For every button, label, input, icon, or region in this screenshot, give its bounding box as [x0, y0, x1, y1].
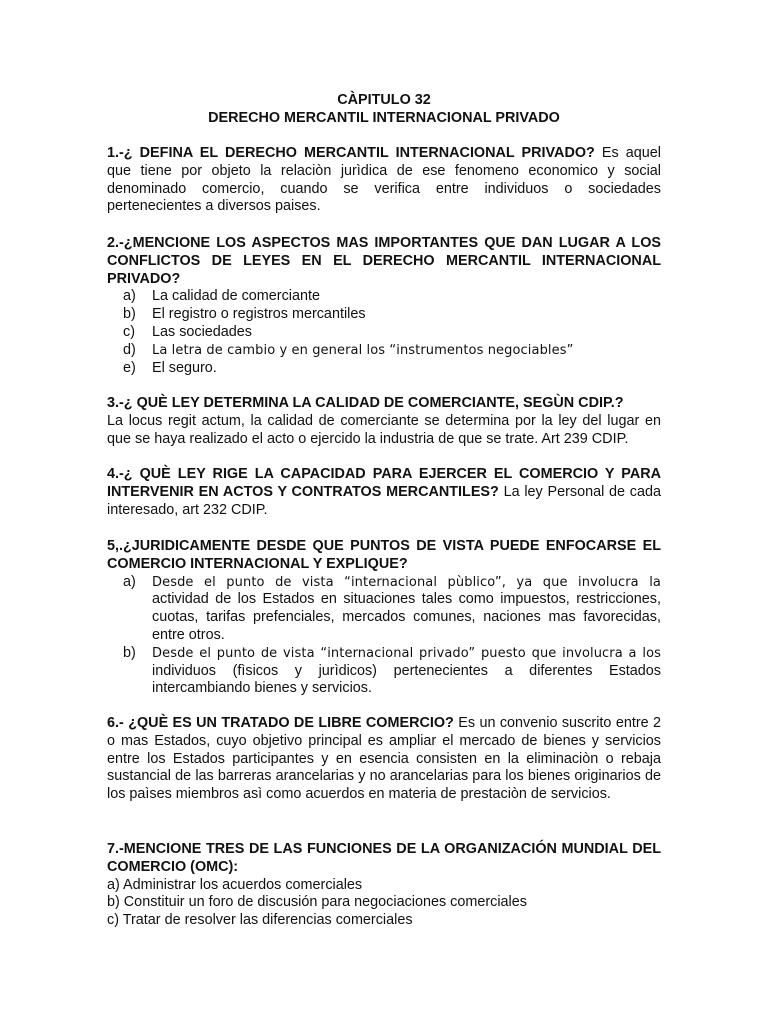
list-marker: b): [123, 306, 136, 323]
list-item-lead: Desde el punto de vista “internacional privado” puesto que involucra a los: [152, 645, 661, 661]
list-item: [107, 306, 661, 324]
list-marker: d): [123, 341, 136, 358]
question-1: [107, 145, 661, 216]
list-item: [107, 342, 661, 360]
question-7-title: 7.-MENCIONE TRES DE LAS FUNCIONES DE LA ORGANIZACIÓN MUNDIAL DEL COMERCIO (OMC):: [107, 841, 661, 875]
question-2: [107, 235, 661, 377]
question-5: [107, 538, 661, 698]
list-item-text: actividad de los Estados en situaciones tales como impuestos, restricciones, cuotas, tarifas prefenciales, mercados comunes, naciones mas favorecidas, entre otros.: [152, 591, 661, 643]
question-5-list: [107, 574, 661, 699]
list-marker: e): [123, 359, 136, 376]
list-item-lead: Desde el punto de vista “internacional pùblico”, ya que involucra la: [152, 574, 661, 590]
list-item-text: individuos (fìsicos y jurìdicos) pertenecientes a diferentes Estados intercambiando bienes y servicios.: [152, 662, 661, 697]
question-4-title: 4.-¿ QUÈ LEY RIGE LA CAPACIDAD PARA EJERCER EL COMERCIO Y PARA INTERVENIR EN ACTOS Y CONTRATOS MERCANTILES?: [107, 466, 661, 500]
question-7-list: [107, 877, 661, 930]
question-4-answer: La ley Personal de cada interesado, art 232 CDIP.: [107, 483, 662, 518]
list-item-text: El registro o registros mercantiles: [152, 306, 366, 323]
question-3-title: 3.-¿ QUÈ LEY DETERMINA LA CALIDAD DE COMERCIANTE, SEGÙN CDIP.?: [107, 395, 624, 411]
list-item: [107, 574, 661, 645]
list-item: c) Tratar de resolver las diferencias comerciales: [107, 912, 413, 929]
question-7: [107, 841, 661, 930]
question-2-title: 2.-¿MENCIONE LOS ASPECTOS MAS IMPORTANTES QUE DAN LUGAR A LOS CONFLICTOS DE LEYES EN EL DERECHO MERCANTIL INTERNACIONAL PRIVADO?: [107, 235, 661, 287]
chapter-heading: [0, 92, 768, 128]
question-5-title: 5,.¿JURIDICAMENTE DESDE QUE PUNTOS DE VISTA PUEDE ENFOCARSE EL COMERCIO INTERNACIONAL Y EXPLIQUE?: [107, 538, 661, 572]
list-item: [107, 288, 661, 306]
list-marker: b): [123, 644, 136, 661]
chapter-number: CÀPITULO 32: [337, 92, 431, 108]
question-6-title: 6.- ¿QUÈ ES UN TRATADO DE LIBRE COMERCIO?: [107, 715, 454, 731]
question-1-answer: Es aquel que tiene por objeto la relaciòn jurìdica de ese fenomeno economico y social denominado comercio, cuando se verifica entre individuos o sociedades pertenecientes a diversos paises.: [107, 145, 662, 215]
question-6-answer: Es un convenio suscrito entre 2 o mas Estados, cuyo objetivo principal es ampliar el mercado de bienes y servicios entre los Estados participantes y en esencia consisten en la eliminaciòn o rebaja sustancial de las barreras arancelarias y no arancelarias para los bienes originarios de los paìses miembros asì como acuerdos en materia de prestaciòn de servicios.: [107, 715, 662, 803]
question-4: [107, 466, 661, 519]
list-marker: a): [123, 288, 136, 305]
chapter-title: DERECHO MERCANTIL INTERNACIONAL PRIVADO: [208, 110, 560, 126]
list-item: [107, 360, 661, 378]
list-item: b) Constituir un foro de discusión para negociaciones comerciales: [107, 894, 527, 911]
list-item: [107, 645, 661, 698]
list-marker: c): [123, 323, 135, 340]
list-item-text: El seguro.: [152, 359, 217, 376]
list-item: a) Administrar los acuerdos comerciales: [107, 876, 363, 893]
question-3-answer: La locus regit actum, la calidad de comerciante se determina por la ley del lugar en que se haya realizado el acto o ejercido la industria de que se trate. Art 239 CDIP.: [107, 412, 661, 447]
list-marker: a): [123, 573, 136, 590]
question-2-list: [107, 288, 661, 377]
list-item-text: Las sociedades: [152, 323, 253, 340]
list-item-text: La letra de cambio y en general los “instrumentos negociables”: [152, 342, 574, 358]
question-3: [107, 395, 661, 448]
question-1-title: 1.-¿ DEFINA EL DERECHO MERCANTIL INTERNACIONAL PRIVADO?: [107, 145, 595, 161]
question-6: [107, 715, 661, 804]
list-item: [107, 324, 661, 342]
list-item-text: La calidad de comerciante: [152, 288, 320, 305]
